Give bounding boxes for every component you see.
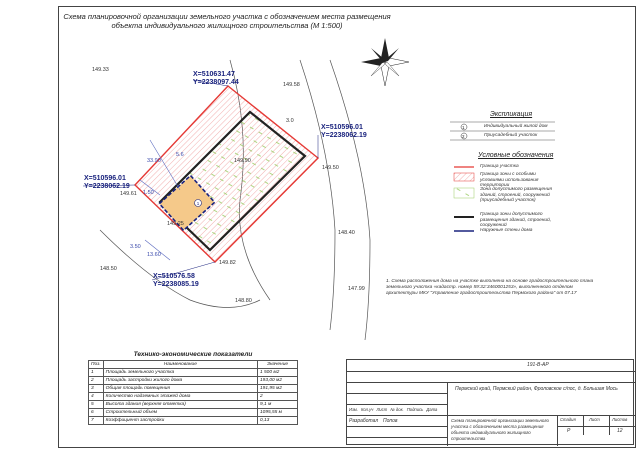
coord-point-2 (321, 124, 367, 140)
legend-symbol-permitted (454, 188, 474, 198)
table-row: 1 Площадь земельного участка 1 500 м2 (89, 369, 298, 377)
elevation-label: 148.50 (100, 266, 117, 272)
elevation-label: 149.82 (219, 260, 236, 266)
coord-y: Y=2238097.44 (193, 79, 239, 86)
dimension-label: 3.50 (130, 244, 141, 250)
drawing-note: 1. Схема расположения дома на участке выполнена на основе градостроительного плана земельного участка «кадастр. номер 59:32:3460001253», выполненного отделом архитектуры МКУ "Управление градостроительства Пермского района" от 07.17 (386, 279, 594, 296)
legend-item: Граница зоны с особыми условиями использования территории (480, 172, 539, 188)
table-header: Наименование (103, 361, 257, 369)
legend-item: Наружные стены дома (480, 228, 533, 233)
legend-item: Граница зоны допустимого размещения зданий, строений, сооружений (480, 212, 552, 228)
coord-y: Y=2238062.19 (321, 132, 367, 139)
elevation-label: 149.25 (167, 221, 184, 227)
tep-title: Технико-экономические показатели (133, 351, 253, 358)
dimension-label: 33.90 (147, 158, 161, 164)
elevation-label: 149.58 (283, 82, 300, 88)
sheets-value: 12 (617, 428, 623, 434)
sheet-label: Лист (589, 417, 600, 422)
svg-text:1: 1 (196, 201, 200, 206)
explication-num: 2 (462, 134, 465, 139)
coord-x: X=510596.01 (84, 175, 126, 182)
coord-point-4 (153, 273, 199, 289)
stamp-columns: Изм. Кол.уч Лист № док. Подпись Дата (349, 407, 438, 412)
table-row: 3 Общая площадь помещения 191,95 м2 (89, 385, 298, 393)
project-address: Пермский край, Пермский район, Фроловское с/пос, д. Большая Мось (455, 386, 618, 392)
legend-symbol-zone (454, 173, 474, 181)
coord-x: X=510631.47 (193, 71, 235, 78)
stage-label: Стадия (560, 417, 576, 422)
elevation-label: 147.99 (348, 286, 365, 292)
sheets-label: Листов (612, 417, 628, 422)
dimension-label: 13.60 (147, 252, 161, 258)
explication-item: Приусадебный участок (484, 133, 538, 138)
table-row: 5 Высота здания (верхняя отметка) 9,1 м (89, 401, 298, 409)
dimension-label: 3.0 (286, 118, 294, 124)
stamp-name: Попов (383, 418, 398, 424)
tep-table (88, 360, 298, 425)
coord-y: Y=2238062.19 (84, 183, 130, 190)
stage-value: Р (567, 428, 571, 434)
table-row: 7 Коэффициент застройки 0,13 (89, 417, 298, 425)
elevation-label: 149.50 (322, 165, 339, 171)
dimension-label: 1.50 (143, 190, 154, 196)
stamp-role: Разработал (349, 418, 379, 424)
project-code: 191-В-АР (527, 362, 549, 368)
table-header-row (89, 361, 298, 369)
drawing-title: Схема планировочной организации земельного участка с обозначением места размещения объекта индивидуального жилищного строительства (М 1:500) (63, 12, 391, 30)
title-block (346, 359, 634, 445)
elevation-label: 149.33 (92, 67, 109, 73)
legend-item: Граница участка (480, 164, 519, 169)
coord-x: X=510596.01 (321, 124, 363, 131)
table-header: Поз. (89, 361, 104, 369)
coord-x: X=510576.58 (153, 273, 195, 280)
north-arrow (361, 38, 409, 86)
sheet-title: Схема планировочной организации земельного участка с обозначением места размещения объекта индивидуального жилищного строительства (451, 418, 549, 441)
coord-point-1 (193, 71, 239, 87)
explication-title: Экспликация (490, 111, 533, 118)
dimension-label: 5.6 (176, 152, 184, 158)
table-row: 2 Площадь застройки жилого дома 193,00 м2 (89, 377, 298, 385)
contour-line (300, 60, 335, 330)
elevation-label: 148.40 (338, 230, 355, 236)
explication-item: Индивидуальный жилой дом (484, 124, 548, 129)
table-header: Значение (258, 361, 298, 369)
explication-num: 1 (462, 125, 465, 130)
elevation-label: 149.61 (120, 191, 137, 197)
elevation-label: 149.90 (234, 158, 251, 164)
coord-y: Y=2238085.19 (153, 281, 199, 288)
legend-title: Условные обозначения (478, 152, 554, 159)
coord-point-3 (84, 175, 130, 191)
contour-line (330, 60, 370, 340)
table-row: 6 Строительный объем 1095,55 м (89, 409, 298, 417)
legend-item: Зона допустимого размещения зданий, строений, сооружений (приусадебный участок) (480, 187, 552, 203)
table-row: 4 Количество надземных этажей дома 2 (89, 393, 298, 401)
elevation-label: 148.80 (235, 298, 252, 304)
